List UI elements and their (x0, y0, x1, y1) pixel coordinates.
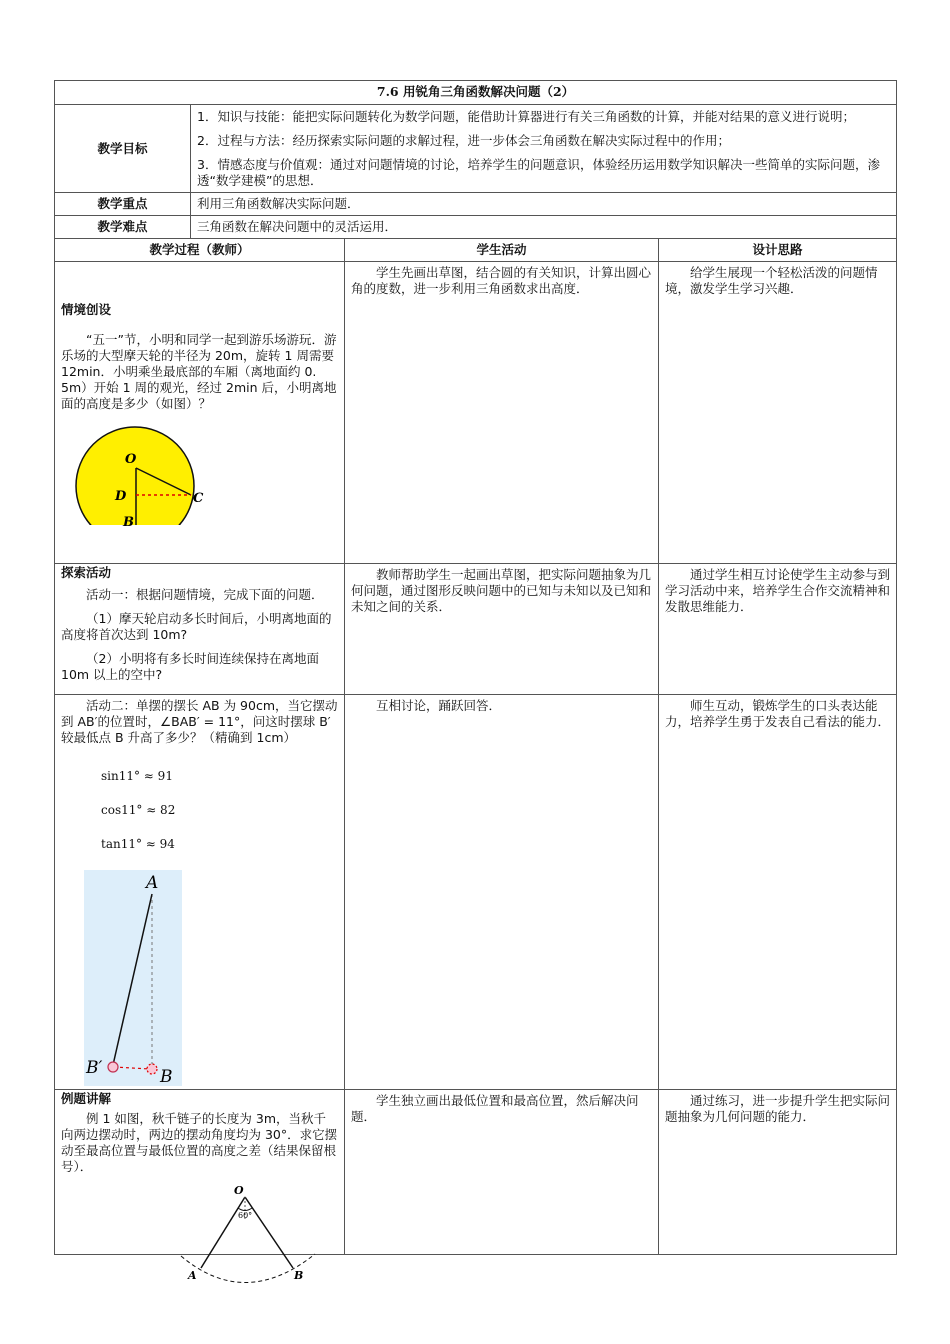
activity-one-text: 活动一：根据问题情境，完成下面的问题． (86, 587, 324, 602)
swing-chain-right (245, 1197, 293, 1268)
angle-label: 60° (238, 1211, 253, 1220)
lesson-plan (54, 80, 896, 1255)
activity-question: （2）小明将有多长时间连续保持在离地面 10m 以上的空中? (61, 651, 319, 682)
pendulum-figure (84, 870, 184, 1086)
objectives-label: 教学目标 (55, 105, 191, 193)
teacher-cell (55, 695, 345, 1090)
swing-figure (176, 1180, 326, 1286)
difficulty-text: 三角函数在解决问题中的灵活运用． (191, 216, 897, 239)
activity-question: （1）摩天轮启动多长时间后，小明离地面的高度将首次达到 10m? (61, 611, 332, 642)
section-heading: 探索活动 (61, 565, 112, 580)
teacher-cell (55, 262, 345, 564)
design-cell: 通过练习，进一步提升学生把实际问题抽象为几何问题的能力． (659, 1090, 897, 1255)
student-cell: 学生先画出草图，结合圆的有关知识，计算出圆心角的度数，进一步利用三角函数求出高度． (345, 262, 659, 564)
swing-chain-left (201, 1197, 245, 1268)
student-cell: 教师帮助学生一起画出草图，把实际问题抽象为几何问题，通过图形反映问题中的已知与未知以及已知和未知之间的关系． (345, 564, 659, 695)
label-b: B (160, 1067, 173, 1086)
design-cell: 给学生展现一个轻松活泼的问题情境，激发学生学习兴趣． (659, 262, 897, 564)
teacher-cell (55, 564, 345, 695)
label-d: D (115, 489, 127, 504)
page-title: 7.6 用锐角三角函数解决问题（2） (55, 81, 897, 105)
column-header-row (55, 239, 897, 262)
trig-value: sin11° ≈ 91 (101, 769, 173, 783)
objectives-cell (191, 105, 897, 193)
table-row (55, 695, 897, 1090)
column-header: 教学过程（教师） (55, 239, 345, 262)
label-c: C (193, 491, 204, 506)
student-cell: 学生独立画出最低位置和最高位置，然后解决问题． (345, 1090, 659, 1255)
design-cell: 师生互动，锻炼学生的口头表达能力，培养学生勇于发表自己看法的能力． (659, 695, 897, 1090)
design-cell: 通过学生相互讨论使学生主动参与到学习活动中来，培养学生合作交流精神和发散思维能力． (659, 564, 897, 695)
column-header: 学生活动 (345, 239, 659, 262)
difficulty-label: 教学难点 (55, 216, 191, 239)
student-cell: 互相讨论，踊跃回答． (345, 695, 659, 1090)
title-row (55, 81, 897, 105)
objective-item: 1．知识与技能：能把实际问题转化为数学问题，能借助计算器进行有关三角函数的计算，并能对结果的意义进行说明； (197, 109, 855, 124)
lesson-table (54, 80, 897, 1255)
example-text: 例 1 如图，秋千链子的长度为 3m，当秋千向两边摆动时，两边的摆动角度均为 30°．求它摆动至最高位置与最低位置的高度之差（结果保留根号）． (61, 1111, 338, 1174)
section-heading: 例题讲解 (61, 1091, 112, 1106)
key-point-row (55, 193, 897, 216)
objective-item: 2．过程与方法：经历探索实际问题的求解过程，进一步体会三角函数在解决实际过程中的作用； (197, 133, 730, 148)
objectives-row (55, 105, 897, 193)
key-point-text: 利用三角函数解决实际问题． (191, 193, 897, 216)
bob-raised (108, 1062, 118, 1072)
difficulty-row (55, 216, 897, 239)
activity-two-text: 活动二：单摆的摆长 AB 为 90cm，当它摆动到 AB′的位置时，∠BAB′ = 11°，问这时摆球 B′较最低点 B 升高了多少？（精确到 1cm） (61, 698, 338, 745)
table-row (55, 564, 897, 695)
label-b: B (294, 1269, 304, 1282)
label-a: A (188, 1269, 197, 1282)
section-heading: 情境创设 (61, 302, 112, 317)
label-o: O (234, 1184, 244, 1197)
wheel-circle (76, 427, 194, 530)
label-b: B (123, 515, 134, 530)
objective-item: 3．情感态度与价值观：通过对问题情境的讨论，培养学生的问题意识，体验经历运用数学知识解决一些简单的实际问题，渗透“数学建模”的思想． (197, 157, 880, 188)
trig-value: tan11° ≈ 94 (101, 837, 175, 851)
trig-value: cos11° ≈ 82 (101, 803, 176, 817)
key-point-label: 教学重点 (55, 193, 191, 216)
table-row (55, 262, 897, 564)
bob-lowest (147, 1064, 157, 1074)
teacher-text: “五一”节，小明和同学一起到游乐场游玩．游乐场的大型摩天轮的半径为 20m，旋转 1 周需要 12min．小明乘坐最底部的车厢（离地面约 0. 5m）开始 1 周的观光，经过 2min 后，小明离地面的高度是多少（如图）？ (61, 332, 337, 411)
ferris-wheel-figure (69, 420, 209, 530)
label-a: A (146, 873, 159, 893)
column-header: 设计思路 (659, 239, 897, 262)
label-b-prime: B′ (86, 1058, 103, 1078)
label-o: O (125, 452, 137, 467)
